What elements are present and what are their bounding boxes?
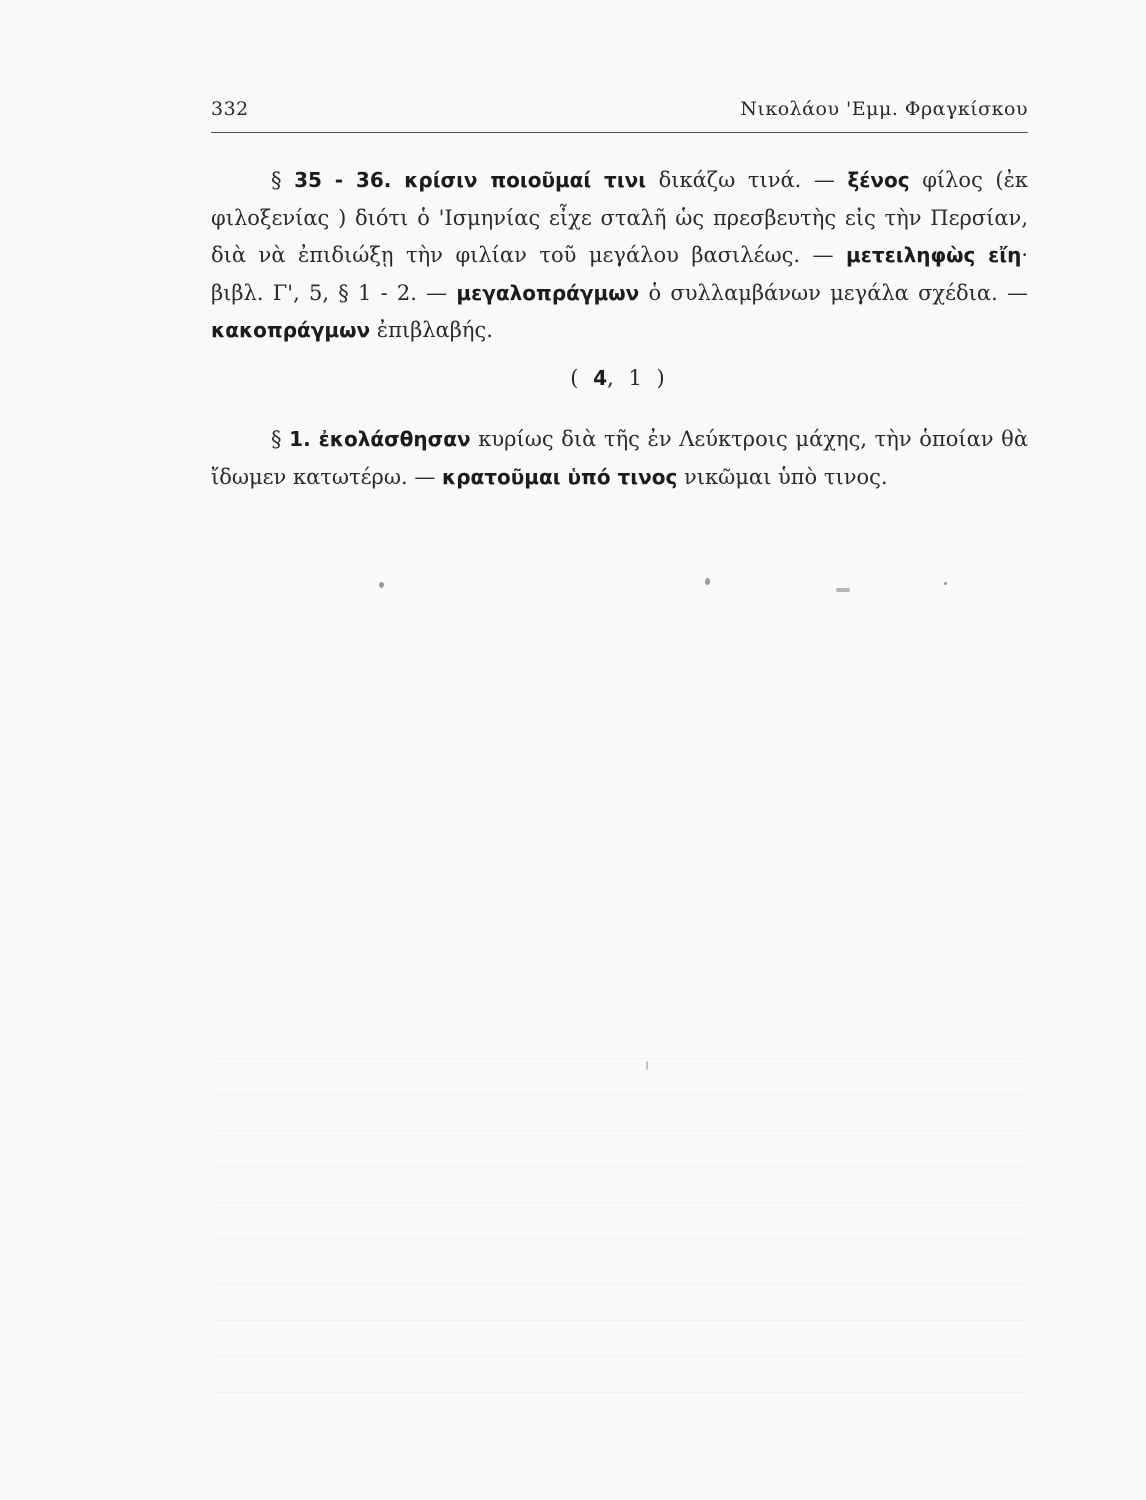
- bleed-through-line: [211, 1238, 1028, 1239]
- paragraph: [211, 421, 1028, 496]
- scan-speck: [944, 582, 947, 585]
- gloss: δικάζω τινά. —: [646, 168, 848, 192]
- page-number: 332: [211, 98, 249, 120]
- lemma: κρατοῦμαι ὑπό τινος: [442, 464, 678, 489]
- bleed-through-line: [211, 1392, 1028, 1393]
- gloss: ἐπιβλαβής.: [370, 318, 493, 342]
- section-subheading: [211, 366, 1028, 390]
- subheading-open: (: [570, 366, 594, 390]
- gloss: φίλος (ἐκ φιλοξενίας ) διότι ὁ 'Ισμηνίας εἶχε σταλῆ ὡς πρεσβευτὴς εἰς τὴν Περσίαν, διὰ νὰ ἐπιδιώξῃ τὴν φιλίαν τοῦ μεγάλου βασιλέως. —: [211, 168, 1028, 267]
- commentary-block-35-36: [211, 162, 1028, 350]
- bleed-through-line: [211, 1202, 1028, 1203]
- lemma: μετειληφὼς εἴη: [846, 243, 1022, 267]
- lemma: 35 - 36. κρίσιν ποιοῦμαί τινι: [294, 168, 647, 192]
- scan-speck: [379, 582, 384, 588]
- gloss: ὁ συλλαμβάνων μεγάλα σχέδια. —: [639, 280, 1028, 305]
- running-head: Νικολάου 'Εμμ. Φραγκίσκου: [740, 98, 1028, 120]
- bleed-through-line: [211, 1058, 1028, 1059]
- scan-speck: [705, 578, 710, 585]
- gloss: · βιβλ. Γ', 5, § 1 - 2. —: [211, 243, 1028, 305]
- page-header: [211, 98, 1028, 133]
- gloss: νικῶμαι ὑπὸ τινος.: [677, 464, 888, 489]
- bleed-through-line: [211, 1130, 1028, 1131]
- bleed-through-line: [211, 1166, 1028, 1167]
- lemma: κακοπράγμων: [211, 318, 371, 342]
- subheading-chapter: 4: [593, 366, 608, 390]
- section-sign: §: [271, 168, 295, 192]
- bleed-through-line: [211, 1284, 1028, 1285]
- bleed-through-line: [211, 1094, 1028, 1095]
- commentary-block-4-1: [211, 421, 1028, 496]
- scan-speck: [836, 588, 850, 592]
- subheading-rest: , 1 ): [607, 366, 669, 390]
- gloss: κυρίως διὰ τῆς ἐν Λεύκτροις μάχης, τὴν ὁποίαν θὰ ἴδωμεν κατωτέρω. —: [211, 427, 1029, 489]
- scan-speck: [646, 1061, 648, 1070]
- bleed-through-line: [211, 1320, 1028, 1321]
- section-sign: §: [271, 427, 290, 451]
- paragraph: [211, 162, 1028, 350]
- lemma: ξένος: [847, 168, 910, 192]
- lemma: 1. ἐκολάσθησαν: [289, 427, 471, 451]
- lemma: μεγαλοπράγμων: [456, 280, 640, 305]
- bleed-through-line: [211, 1356, 1028, 1357]
